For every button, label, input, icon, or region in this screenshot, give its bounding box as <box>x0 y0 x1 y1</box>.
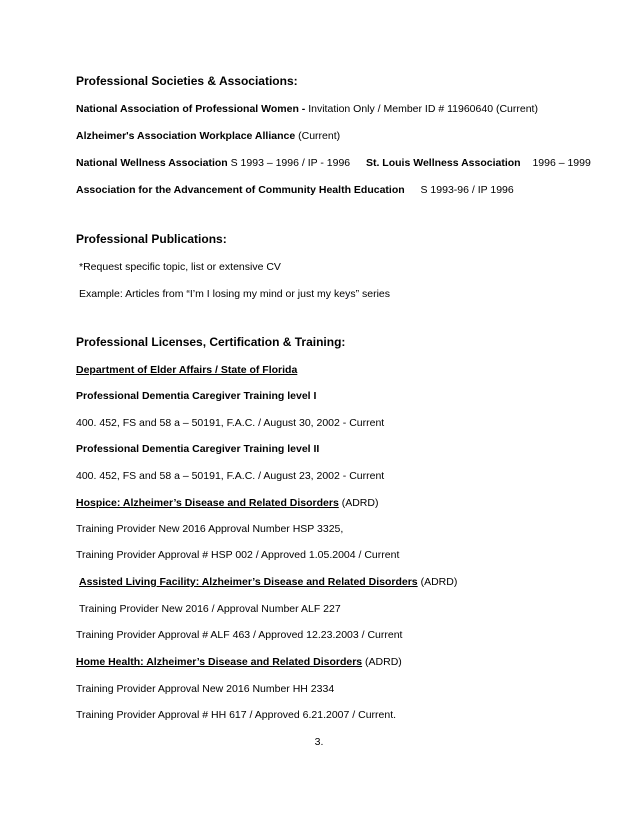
level1-title: Professional Dementia Caregiver Training level I <box>76 390 317 402</box>
society-name: Association for the Advancement of Community Health Education <box>76 184 405 196</box>
society-wellness <box>76 157 591 170</box>
hh-heading <box>76 656 402 669</box>
hh-title: Home Health: Alzheimer’s Disease and Related Disorders <box>76 656 363 668</box>
hospice-line1: Training Provider New 2016 Approval Number HSP 3325, <box>76 523 344 535</box>
society-alzheimers <box>76 130 340 143</box>
hh-suffix: (ADRD) <box>365 656 402 668</box>
hospice-title: Hospice: Alzheimer’s Disease and Related Disorders <box>76 497 339 509</box>
page-number: 3. <box>314 736 324 748</box>
society-detail: 1996 – 1999 <box>532 157 591 169</box>
alf-suffix: (ADRD) <box>420 576 458 588</box>
society-name: St. Louis Wellness Association <box>365 157 521 169</box>
level1-detail: 400. 452, FS and 58 a – 50191, F.A.C. / August 30, 2002 - Current <box>76 417 385 429</box>
dept-elder-affairs: Department of Elder Affairs / State of Florida <box>76 364 298 376</box>
hh-line1: Training Provider Approval New 2016 Number HH 2334 <box>76 683 335 695</box>
hh-line2: Training Provider Approval # HH 617 / Approved 6.21.2007 / Current. <box>76 709 397 721</box>
society-naopw <box>76 103 538 116</box>
society-name: National Wellness Association <box>76 157 228 169</box>
alf-line2: Training Provider Approval # ALF 463 / Approved 12.23.2003 / Current <box>76 629 403 641</box>
hospice-suffix: (ADRD) <box>341 497 379 509</box>
publications-note: *Request specific topic, list or extensive CV <box>79 261 281 273</box>
hospice-heading <box>76 497 378 510</box>
society-aache <box>76 184 514 197</box>
level2-title: Professional Dementia Caregiver Training level II <box>76 443 320 455</box>
separator: - <box>301 103 306 115</box>
society-detail: S 1993-96 / IP 1996 <box>420 184 514 196</box>
society-name: Alzheimer's Association Workplace Alliance <box>76 130 296 142</box>
publications-example: Example: Articles from “I’m I losing my mind or just my keys” series <box>79 288 390 300</box>
society-name: National Association of Professional Women <box>76 103 299 115</box>
society-detail: (Current) <box>298 130 341 142</box>
alf-title: Assisted Living Facility: Alzheimer’s Disease and Related Disorders <box>79 576 418 588</box>
level2-detail: 400. 452, FS and 58 a – 50191, F.A.C. / August 23, 2002 - Current <box>76 470 385 482</box>
publications-heading: Professional Publications: <box>76 232 227 246</box>
hospice-line2: Training Provider Approval # HSP 002 / Approved 1.05.2004 / Current <box>76 549 400 561</box>
alf-heading <box>79 576 457 589</box>
society-detail: Invitation Only / Member ID # 11960640 (Current) <box>308 103 538 115</box>
alf-line1: Training Provider New 2016 / Approval Number ALF 227 <box>79 603 341 615</box>
society-detail: S 1993 – 1996 / IP - 1996 <box>230 157 351 169</box>
societies-heading: Professional Societies & Associations: <box>76 74 298 88</box>
licenses-heading: Professional Licenses, Certification & Training: <box>76 335 346 349</box>
